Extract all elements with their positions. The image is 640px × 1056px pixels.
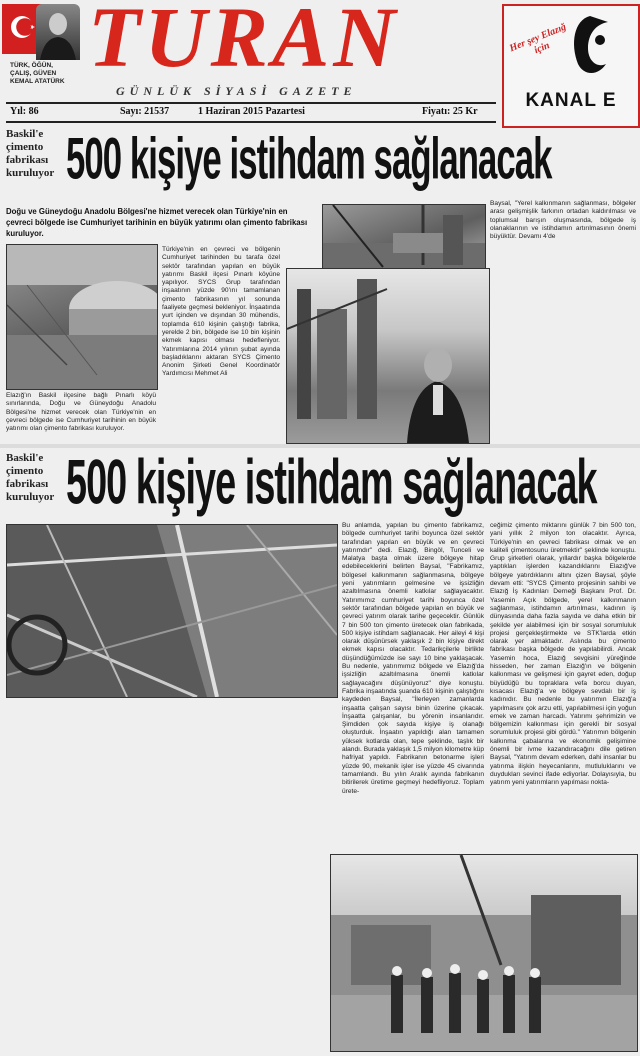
front-kicker-line-3: fabrikası xyxy=(6,154,49,166)
front-kicker-line-2: çimento xyxy=(6,141,44,153)
kanal-e-name: KANAL E xyxy=(525,90,617,111)
issue-date: 1 Haziran 2015 Pazartesi xyxy=(198,106,305,117)
inside-photo-roof-structure xyxy=(6,524,338,698)
masthead-title: TURAN xyxy=(88,0,400,85)
front-photo-construction-site xyxy=(322,204,486,272)
inside-kicker-line-1: Baskil'e xyxy=(6,452,44,464)
year-label: Yıl: 86 xyxy=(10,106,39,117)
inside-kicker xyxy=(6,452,62,504)
front-deck: Doğu ve Güneydoğu Anadolu Bölgesi'ne hizmet verecek olan Türkiye'nin en çevreci bölgede ise Cumhuriyet tarihinin en büyük yatırımı olan çimento fabrikası kuruluyor. xyxy=(6,207,308,238)
inside-column-2: ceğimiz çimento miktarını günlük 7 bin 500 ton, yani yıllık 2 milyon ton olacaktır. Ayrıca, Türkiye'nin en çevreci fabrikası olmak ve en kaliteli çimentosunu üretmektir" şeklinde konuştu. Grup şirketleri olarak, yıllardır başka bölgelerde yaptıkları işlerden kazandıklarını Elazığ've bölgeye yatırdıklarını altını çizen Baysal, şöyle devam etti: "SYCS Çimento projesinin sahibi ve Elazığ İş Kadınları Derneği Başkanı Prof. Dr. Yasemin Açık bölgede, yerel kalkınmanın sağlanması, istihdamın artırılması, kadının iş dünyasında daha fazla sayıda ve daha etkin bir şekilde yer alabilmesi için bir sosyal sorumluluk projesi gerçekleştirmekte ve STK'larda etkin olarak yer almaktadır. Aslında bu çimento fabrikası başka bölgede de yapılabilirdi. Ancak Yasemin hoca, Elazığ sevgisini yüreğinde hisseden, her zaman Elazığ'ın ve bölgenin kalkınması ve gelişmesi için gayret eden, doğup büyüdüğü bu topraklara vefa borcu duyan, kısacası Elazığ'a ve bölgeye sevdalı bir iş kadınıdır. Bu nedenle bu yatırımın Elazığ'a yapılmasını çok arzu etti, yapılabilmesi için yoğun emek ve zaman harcadı. Yatırımı şehrimizin ve bölgemizin kalkınması için gerekli bir sosyal sorumluluk projesi gibi gördü." Yatırımın bölgenin kalkınma çabalarına ve ekonomik gelişimine önemli bir ivme kazandıracağını dile getiren Baysal, "Yatırım devam ederken, dahi insanlar bu yatırıma ilişkin heyecanlarını, mutluluklarını ve duydukları sevinci ifade ediyorlar. Dolayısıyla, bu yatırım yeni yatırımların yapılması nokta- xyxy=(490,522,636,787)
motto-line-3: KEMAL ATATÜRK xyxy=(10,78,65,85)
inside-headline: 500 kişiye istihdam sağlanacak xyxy=(66,447,597,518)
front-kicker-line-4: kuruluyor xyxy=(6,167,55,179)
kanal-e-ad xyxy=(502,4,640,128)
inside-photo-site-visit xyxy=(330,854,638,1052)
issue-number: Sayı: 21537 xyxy=(120,106,170,117)
ataturk-portrait xyxy=(36,4,80,60)
front-top-right-text: Baysal, "Yerel kalkınmanın sağlanması, bölgeler arası gelişmişlik farkının ortadan kaldırılması ve toplumsal barışın oluşmasında, bölgede iş olanaklarının ve istihdamın artırılmasının önemi büyüktür. Devamı 4'de xyxy=(490,200,636,241)
inside-kicker-line-3: fabrikası xyxy=(6,478,49,490)
front-photo-spokesperson xyxy=(286,268,490,444)
front-kicker xyxy=(6,128,62,180)
dateline-rule-bottom xyxy=(6,121,496,123)
front-column-left: Elazığ'ın Baskil ilçesine bağlı Pınarlı köyü sınırlarında, Doğu ve Güneydoğu Anadolu Bölgesi'ne hizmet verecek olan Türkiye'nin en çevreci bölgede ise Cumhuriyet tarihinin en büyük yatırımı olan çimento fabrikası kuruluyor. xyxy=(6,392,156,433)
price: Fiyatı: 25 Kr xyxy=(422,106,478,117)
inside-column-1: Bu anlamda, yapılan bu çimento fabrikamız, bölgede cumhuriyet tarihi boyunca özel sektör tarafından yapılan en büyük ve en çevreci yatırımdır" dedi. Elazığ, Bingöl, Tunceli ve Malatya başta olmak üzere bölgeye hitap edebileceklerini belirten Baysal, "Fabrikamız, bölgesel kalkınmanın sağlanmasına, bölgeye yeni yatırımların gelmesine ve işsizliğin azaltılmasına önemli katkılar sağlayacaktır. Yatırımımız cumhuriyet tarihi boyunca özel sektör tarafından bölgede yapılan en büyük ve çevreci yatırım olarak tarihe geçecektir. Günlük 7 bin 500 ton çimento üretecek olan fabrikada, 500 kişiye istihdam sağlanacak. Her aileyi 4 kişi olarak düşünürsek yaklaşık 2 bin kişiye direkt ekmek kapısı olacaktır. Tedarikçilerle birlikte düşündüğümüzde ise sayı 10 bine yaklaşacak. Bu nedenle, yatırımımız bölgede ve Elazığ'da işsizliğin azaltılmasına önemli katkılar sağlayacağını düşünüyoruz" diye konuştu. Fabrika inşaatında şuanda 610 kişinin çalıştığını kaydeden Baysal, "İlerleyen zamanlarda inşaatta çalışan sayısı binin üzerine çıkacak. İnşaatta çalışanlar, bu yörenin insanlarıdır. Şimdiden çok sayıda kişiye iş olanağı oluşturduk. İnşaatın yapıldığı alan tamamen yüksek kotlarda olan, tepe şeklinde, taşlık bir alandı. Burada yaklaşık 1,5 milyon kilometre küp hafriyat yapıldı. Fabrikanın betonarme işleri yüzde 90, mekanik işler ise yüzde 45 civarında tamamlandı. Bu yılın Aralık ayında fabrikanın bitirilerek üretime geçmeyi hedefliyoruz. Toplam ürete- xyxy=(342,522,484,795)
front-headline: 500 kişiye istihdam sağlanacak xyxy=(66,125,552,192)
front-kicker-line-1: Baskil'e xyxy=(6,128,44,140)
motto-line-2: ÇALIŞ, GÜVEN xyxy=(10,70,57,77)
dateline-rule-top xyxy=(6,102,496,104)
inside-kicker-line-4: kuruluyor xyxy=(6,491,55,503)
front-photo-cement-dome xyxy=(6,244,158,390)
motto-line-1: TÜRK, ÖĞÜN, xyxy=(10,62,53,69)
kanal-e-logo-icon xyxy=(568,14,612,78)
motto xyxy=(10,62,80,86)
front-column-middle: Türkiye'nin en çevreci ve bölgenin Cumhuriyet tarihinden bu tarafa özel sektör tarafından yapılan en büyük yatırımı Baskil ilçesi Pınarlı köyüne yapılıyor. SYCS Grup tarafından inşaatının yüzde 90'ını tamamlanan çimento fabrikasının yıl sonunda faaliyete geçmesi bekleniyor. İnşaatında yurt içinden ve dışından 30 mühendis, toplamda 610 kişinin çalıştığı fabrika, yerelde 2 bin, bölgede ise 10 bin kişinin ekmek kapısı olması hedefleniyor. Yatırımlarına 2014 yılının şubat ayında başladıklarını aktaran SYCS Çimento Anonim Şirketi Genel Koordinatör Yardımcısı Mehmet Ali xyxy=(162,246,280,378)
masthead-subtitle: GÜNLÜK SİYASİ GAZETE xyxy=(116,84,357,98)
inside-kicker-line-2: çimento xyxy=(6,465,44,477)
kanal-e-slogan: Her şey Elazığ için xyxy=(508,21,568,57)
dateline xyxy=(10,105,494,119)
